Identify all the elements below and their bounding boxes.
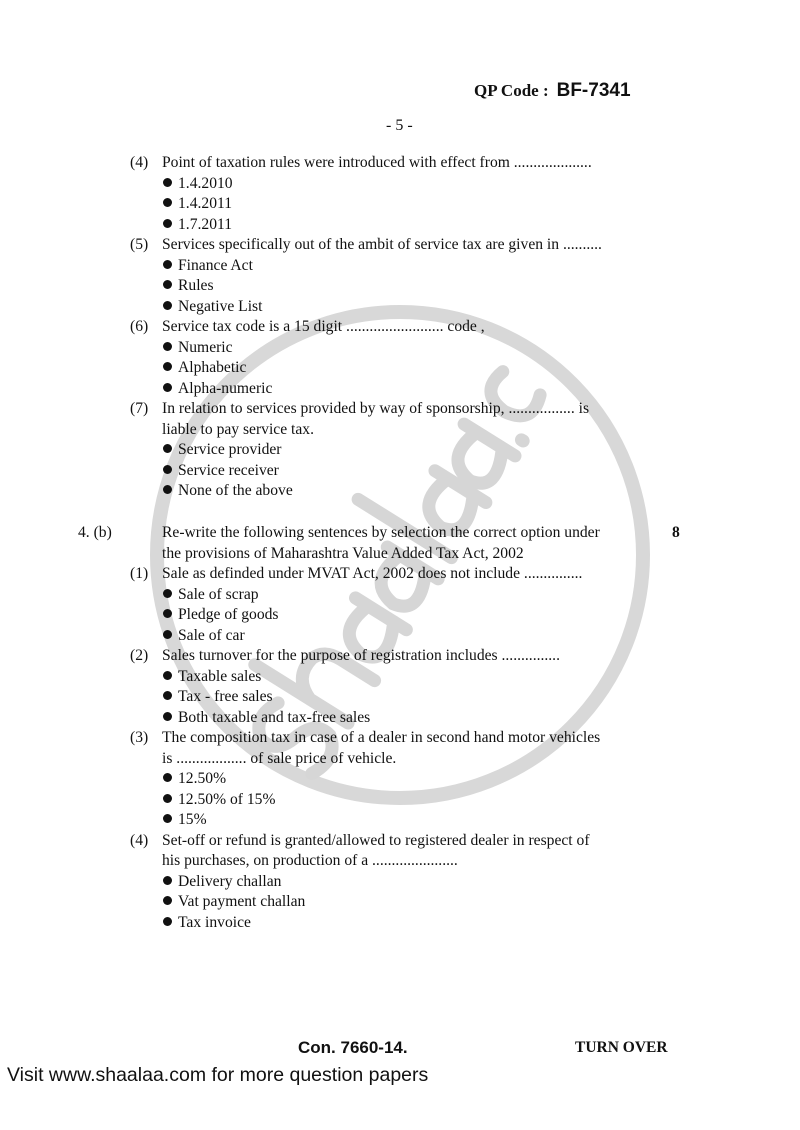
option-item: 12.50% <box>163 769 226 790</box>
question-text: is .................. of sale price of vehicle. <box>162 749 397 767</box>
option-item: 1.7.2011 <box>163 215 232 236</box>
question-number: (6) <box>130 318 149 335</box>
option-item: Alphabetic <box>163 358 246 379</box>
question-text: Service tax code is a 15 digit ......................... code , <box>162 318 485 335</box>
question-number: (4) <box>130 154 149 171</box>
page-number: - 5 - <box>386 117 413 134</box>
con-number: Con. 7660-14. <box>298 1038 408 1057</box>
qp-code <box>474 80 631 102</box>
option-item: 1.4.2011 <box>163 194 232 215</box>
question-text: his purchases, on production of a ...................... <box>162 852 458 869</box>
option-item: Numeric <box>163 338 233 359</box>
option-item: Tax - free sales <box>163 687 273 708</box>
instruction-text: Re-write the following sentences by selection the correct option under <box>162 524 600 541</box>
option-item: Service receiver <box>163 461 279 482</box>
option-item: Finance Act <box>163 256 253 277</box>
question-number: (1) <box>130 565 149 582</box>
option-item: Rules <box>163 276 214 297</box>
question-number: (4) <box>130 831 149 849</box>
option-item: 12.50% of 15% <box>163 790 275 811</box>
section-marks: 8 <box>672 524 680 541</box>
option-item: Tax invoice <box>163 913 251 934</box>
turn-over: TURN OVER <box>575 1039 668 1056</box>
question-number: (3) <box>130 729 149 746</box>
option-item: Taxable sales <box>163 667 261 688</box>
option-item: Both taxable and tax-free sales <box>163 708 370 729</box>
option-item: 15% <box>163 810 207 831</box>
question-text: Sales turnover for the purpose of registration includes ............... <box>162 647 560 664</box>
option-item: Alpha-numeric <box>163 379 272 400</box>
option-item: Service provider <box>163 440 281 461</box>
option-item: Vat payment challan <box>163 892 305 913</box>
question-text: Point of taxation rules were introduced with effect from .................... <box>162 154 592 171</box>
question-text: Sale as definded under MVAT Act, 2002 does not include ............... <box>162 565 583 582</box>
option-item: Negative List <box>163 297 262 318</box>
question-text: Set-off or refund is granted/allowed to registered dealer in respect of <box>162 831 590 849</box>
option-item: Sale of scrap <box>163 585 259 606</box>
option-item: 1.4.2010 <box>163 174 233 195</box>
visit-link[interactable]: Visit www.shaalaa.com for more question papers <box>7 1064 429 1086</box>
question-number: (2) <box>130 647 149 664</box>
option-item: Pledge of goods <box>163 605 278 626</box>
option-item: Sale of car <box>163 626 245 647</box>
qp-code-label: QP Code : <box>474 81 549 100</box>
question-text: liable to pay service tax. <box>162 420 314 438</box>
question-number: (7) <box>130 400 149 417</box>
question-text: In relation to services provided by way of sponsorship, ................. is <box>162 400 590 417</box>
question-number: (5) <box>130 236 149 253</box>
instruction-text: the provisions of Maharashtra Value Added Tax Act, 2002 <box>162 544 524 562</box>
option-item: None of the above <box>163 481 293 502</box>
option-item: Delivery challan <box>163 872 281 893</box>
question-text: The composition tax in case of a dealer in second hand motor vehicles <box>162 729 601 746</box>
question-text: Services specifically out of the ambit of service tax are given in .......... <box>162 236 602 253</box>
section-number: 4. (b) <box>78 524 112 541</box>
qp-code-value: BF-7341 <box>556 80 631 101</box>
